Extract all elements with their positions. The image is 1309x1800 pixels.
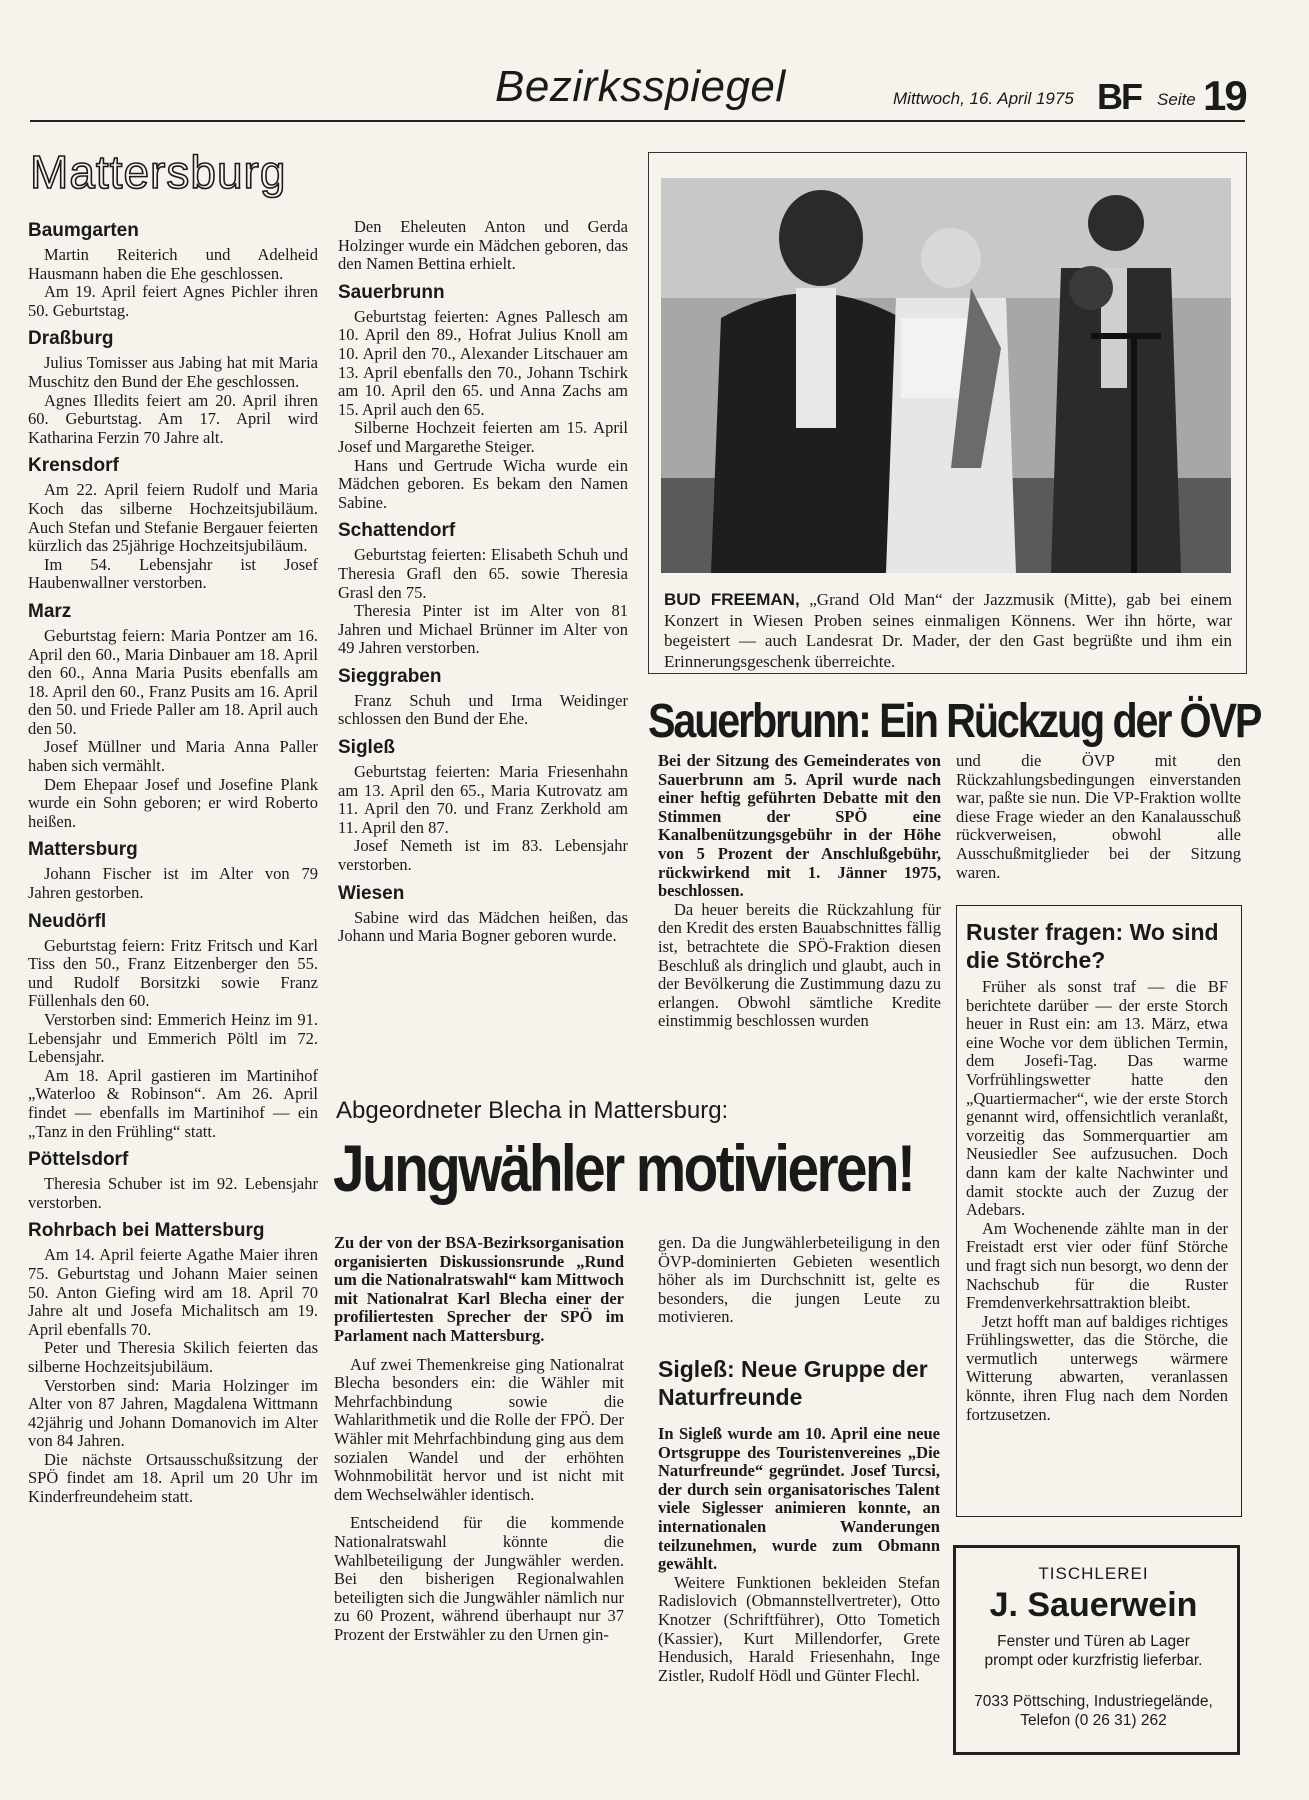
news-paragraph: Die nächste Ortsausschußsitzung der SPÖ findet am 18. April um 20 Uhr im Kinderfreundeheim statt. (28, 1449, 318, 1507)
sigless-lede: In Sigleß wurde am 10. April eine neue Ortsgruppe des Touristenvereines „Die Naturfreunde“ gegründet. Josef Turcsi, der durch sein organisatorisches Talent viele Siglesser animieren konnte, an internationalen Wanderungen teilzunehmen, wurde zum Obmann gewählt. (658, 1424, 940, 1574)
sauerbrunn-headline: Sauerbrunn: Ein Rückzug der ÖVP (648, 695, 1261, 748)
place-heading: Sigleß (338, 737, 396, 759)
ad-phone: Telefon (0 26 31) 262 (1020, 1712, 1167, 1729)
blecha-column-2 (658, 1234, 940, 1327)
blecha-headline: Jungwähler motivieren! (333, 1131, 914, 1205)
news-paragraph: Theresia Pinter ist im Alter von 81 Jahren und Michael Brünner im Alter von 49 Jahren verstorben. (338, 601, 628, 658)
news-paragraph: Hans und Gertrude Wicha wurde ein Mädchen geboren. Es bekam den Namen Sabine. (338, 455, 628, 512)
news-paragraph: Den Eheleuten Anton und Gerda Holzinger wurde ein Mädchen geboren, das den Namen Bettina erhielt. (338, 217, 628, 274)
news-paragraph: Dem Ehepaar Josef und Josefine Plank wurde ein Sohn geboren; er wird Roberto heißen. (28, 774, 318, 831)
news-paragraph: Am 22. April feiern Rudolf und Maria Koch das silberne Hochzeitsjubiläum. Auch Stefan und Stefanie Bergauer feierten kürzlich das 25jährige Hochzeitsjubiläum. (28, 480, 318, 556)
news-paragraph: Geburtstag feierten: Elisabeth Schuh und Theresia Grafl den 65. sowie Theresia Grasl den 75. (338, 545, 628, 602)
place-heading: Schattendorf (338, 520, 456, 542)
caption-name: BUD FREEMAN, (664, 590, 800, 609)
sauerbrunn-paragraph: Da heuer bereits die Rückzahlung für den Kredit des ersten Bauabschnittes fällig ist, betrachtete die SPÖ-Fraktion diesen Beschluß als dringlich und glaubt, auch in der Bevölkerung die Zustimmung dazu zu erlangen. Obwohl sämtliche Kredite einstimmig beschlossen wurden (658, 899, 941, 1031)
news-paragraph: Franz Schuh und Irma Weidinger schlossen den Bund der Ehe. (338, 690, 628, 729)
photo-caption (664, 590, 1232, 672)
ruster-paragraph: Jetzt hofft man auf baldiges richtiges Frühlingswetter, das die Störche, die vermutlich unterwegs wärmere Witterung abwarten, veranlassen könnte, ihren Flug nach dem Norden fortzusetzen. (966, 1311, 1228, 1424)
sauerbrunn-paragraph: und die ÖVP mit den Rückzahlungsbedingungen einverstanden war, paßte sie nun. Die VP-Fraktion wollte diese Frage wieder an den Kanalausschuß rückverweisen, obwohl alle Ausschußmitglieder bei der Sitzung waren. (956, 751, 1241, 882)
blecha-column-1 (334, 1234, 624, 1644)
place-heading: Marz (28, 600, 72, 622)
ad-offer (953, 1632, 1234, 1670)
blecha-paragraph: Auf zwei Themenkreise ging Nationalrat Blecha besonders ein: die Wähler mit Mehrfachbindung sowie die Wahlarithmetik und die Rolle der FPÖ. Der Wähler mit Mehrfachbindung ging aus dem sozialen Wandel und der erhöhten Wohnmobilität hervor und ist nicht mit dem Wechselwähler identisch. (334, 1354, 624, 1504)
ruster-paragraph: Früher als sonst traf — die BF berichtete darüber — der erste Storch heuer in Rust ein: am 13. März, etwa eine Woche vor dem üblichen Termin, dem Josefi-Tag. Das warme Vorfrühlingswetter hatte den „Quartiermacher“, wie der erste Storch genannt wird, offensichtlich veranlaßt, vorzeitig das Sommerquartier am Neusiedler See aufzusuchen. Doch dann kam der kalte Nachwinter und damit stockte auch der Zuzug der Adebars. (966, 977, 1228, 1220)
news-paragraph: Geburtstag feiern: Fritz Fritsch und Karl Tiss den 50., Franz Eitzenberger den 55. und Rudolf Borsitzki sowie Franz Füllenhals den 60. (28, 935, 318, 1011)
place-heading: Draßburg (28, 328, 114, 350)
section-title: Bezirksspiegel (495, 62, 786, 111)
place-heading: Neudörfl (28, 910, 107, 932)
news-paragraph: Im 54. Lebensjahr ist Josef Haubenwallner verstorben. (28, 554, 318, 593)
district-masthead: Mattersburg (30, 146, 287, 198)
local-news-column-1 (28, 220, 318, 1507)
ad-offer-line: prompt oder kurzfristig lieferbar. (984, 1652, 1203, 1669)
sauerbrunn-column-1 (658, 752, 941, 1031)
place-heading: Krensdorf (28, 455, 119, 477)
news-paragraph: Verstorben sind: Emmerich Heinz im 91. Lebensjahr und Emmerich Pöltl im 72. Lebensjahr. (28, 1010, 318, 1067)
place-heading: Sieggraben (338, 665, 442, 687)
ruster-body (966, 978, 1228, 1424)
sigless-paragraph: Weitere Funktionen bekleiden Stefan Radislovich (Obmannstellvertreter), Otto Knotzer (Schriftführer), Otto Tometich (Kassier), Kurt Millendorfer, Grete Hendusich, Harald Friesenhahn, Inge Zistler, Rudolf Hödl und Günter Flechl. (658, 1572, 940, 1685)
news-paragraph: Geburtstag feierten: Maria Friesenhahn am 13. April den 65., Maria Kutrovatz am 11. April den 70. und Franz Zerkhold am 11. April den 87. (338, 762, 628, 837)
news-paragraph: Agnes Illedits feiert am 20. April ihren 60. Geburtstag. Am 17. April wird Katharina Ferzin 70 Jahre alt. (28, 390, 318, 447)
news-paragraph: Sabine wird das Mädchen heißen, das Johann und Maria Bogner geboren wurde. (338, 907, 628, 946)
issue-date: Mittwoch, 16. April 1975 (893, 89, 1074, 108)
news-paragraph: Julius Tomisser aus Jabing hat mit Maria Muschitz den Bund der Ehe geschlossen. (28, 353, 318, 391)
ad-address (953, 1692, 1234, 1730)
news-paragraph: Johann Fischer ist im Alter von 79 Jahren gestorben. (28, 864, 318, 903)
blecha-kicker: Abgeordneter Blecha in Mattersburg: (336, 1097, 729, 1124)
news-paragraph: Martin Reiterich und Adelheid Hausmann haben die Ehe geschlossen. (28, 245, 318, 283)
local-news-column-2 (338, 218, 628, 946)
news-paragraph: Verstorben sind: Maria Holzinger im Alter von 87 Jahren, Magdalena Wittmann 42jährig und Johann Domanovich im Alter von 84 Jahren. (28, 1375, 318, 1451)
place-heading: Wiesen (338, 882, 405, 904)
page-number: 19 (1203, 72, 1246, 119)
paper-logo: BF (1097, 76, 1141, 117)
place-heading: Rohrbach bei Mattersburg (28, 1220, 265, 1242)
place-heading: Sauerbrunn (338, 281, 445, 303)
news-paragraph: Geburtstag feierten: Agnes Pallesch am 10. April den 89., Hofrat Julius Knoll am 10. April den 70., Alexander Litschauer am 13. April ebenfalls den 70., Johann Tschirk am 10. April den 65. und Anna Zachs am 15. April auch den 65. (338, 306, 628, 419)
sauerbrunn-column-2 (956, 752, 1241, 882)
blecha-paragraph: gen. Da die Jungwählerbeteiligung in den ÖVP-dominierten Gebieten wesentlich höher als im Durchschnitt ist, gelte es besonders, die jungen Leute zu motivieren. (658, 1233, 940, 1327)
news-paragraph: Geburtstag feiern: Maria Pontzer am 16. April den 60., Maria Dinbauer am 18. April den 60., Anna Maria Pusits ebenfalls am 18. April den 60., Franz Pusits am 16. April den 50. und Friede Paller am 18. April auch den 50. (28, 625, 318, 738)
ruster-headline: Ruster fragen: Wo sind die Störche? (966, 919, 1219, 973)
caption-text: „Grand Old Man“ der Jazzmusik (Mitte), gab bei einem Konzert in Wiesen Proben seines einmaligen Könnens. Wer ihn hörte, war begeistert — auch Landesrat Dr. Mader, der den Gast begrüßte und ihm ein Erinnerungsgeschenk überreichte. (664, 590, 1232, 671)
header-rule (30, 120, 1245, 122)
ruster-paragraph: Am Wochenende zählte man in der Freistadt erst vier oder fünf Störche und fragt sich nun besorgt, wo denn der Nachschub für die Ruster Fremdenverkehrsattraktion bleibt. (966, 1218, 1228, 1313)
ad-business-name: J. Sauerwein (989, 1586, 1198, 1624)
news-paragraph: Am 19. April feiert Agnes Pichler ihren 50. Geburtstag. (28, 282, 318, 320)
place-heading: Pöttelsdorf (28, 1149, 129, 1171)
blecha-paragraph: Entscheidend für die kommende Nationalratswahl könnte die Wahlbeteiligung der Jungwähler werden. Bei den bisherigen Regionalwahlen beteiligten sich die Jungwähler nämlich nur zu 60 Prozent, während überhaupt nur 37 Prozent der Erstwähler zu den Urnen gin- (334, 1513, 624, 1644)
news-paragraph: Theresia Schuber ist im 92. Lebensjahr verstorben. (28, 1174, 318, 1212)
ad-offer-line: Fenster und Türen ab Lager (997, 1633, 1190, 1650)
news-paragraph: Silberne Hochzeit feierten am 15. April Josef und Margarethe Steiger. (338, 418, 628, 456)
ad-address-line: 7033 Pöttsching, Industriegelände, (974, 1693, 1213, 1710)
sauerbrunn-lede: Bei der Sitzung des Gemeinderates von Sauerbrunn am 5. April wurde nach einer heftig geführten Debatte mit den Stimmen der SPÖ eine Kanalbenützungsgebühr in der Höhe von 5 Prozent der Anschlußgebühr, rückwirkend mit 1. Jänner 1975, beschlossen. (658, 751, 941, 901)
news-paragraph: Josef Müllner und Maria Anna Paller haben sich vermählt. (28, 737, 318, 776)
blecha-lede: Zu der von der BSA-Bezirksorganisation organisierten Diskussionsrunde „Rund um die Nationalratswahl“ kam Mittwoch mit Nationalrat Karl Blecha einer der profiliertesten Sprecher der SPÖ im Parlament nach Mattersburg. (334, 1233, 624, 1345)
ad-business-type: TISCHLEREI (1038, 1564, 1149, 1583)
news-paragraph: Am 14. April feierte Agathe Maier ihren 75. Geburtstag und Johann Maier seinen 50. Anton Giefing wird am 18. April 70 Jahre alt und Josefa Michalitsch am 19. April ebenfalls 70. (28, 1245, 318, 1339)
news-paragraph: Am 18. April gastieren im Martinihof „Waterloo & Robinson“. Am 26. April findet — ebenfalls im Martinihof — ein „Tanz in den Frühling“ statt. (28, 1065, 318, 1141)
sigless-headline: Sigleß: Neue Gruppe der Naturfreunde (658, 1356, 928, 1410)
page-label: Seite (1157, 90, 1196, 109)
place-heading: Mattersburg (28, 839, 138, 861)
news-paragraph: Peter und Theresia Skilich feierten das silberne Hochzeitsjubiläum. (28, 1338, 318, 1376)
news-paragraph: Josef Nemeth ist im 83. Lebensjahr verstorben. (338, 836, 628, 875)
concert-photo (661, 178, 1231, 573)
place-heading: Baumgarten (28, 220, 139, 241)
sigless-body (658, 1425, 940, 1685)
